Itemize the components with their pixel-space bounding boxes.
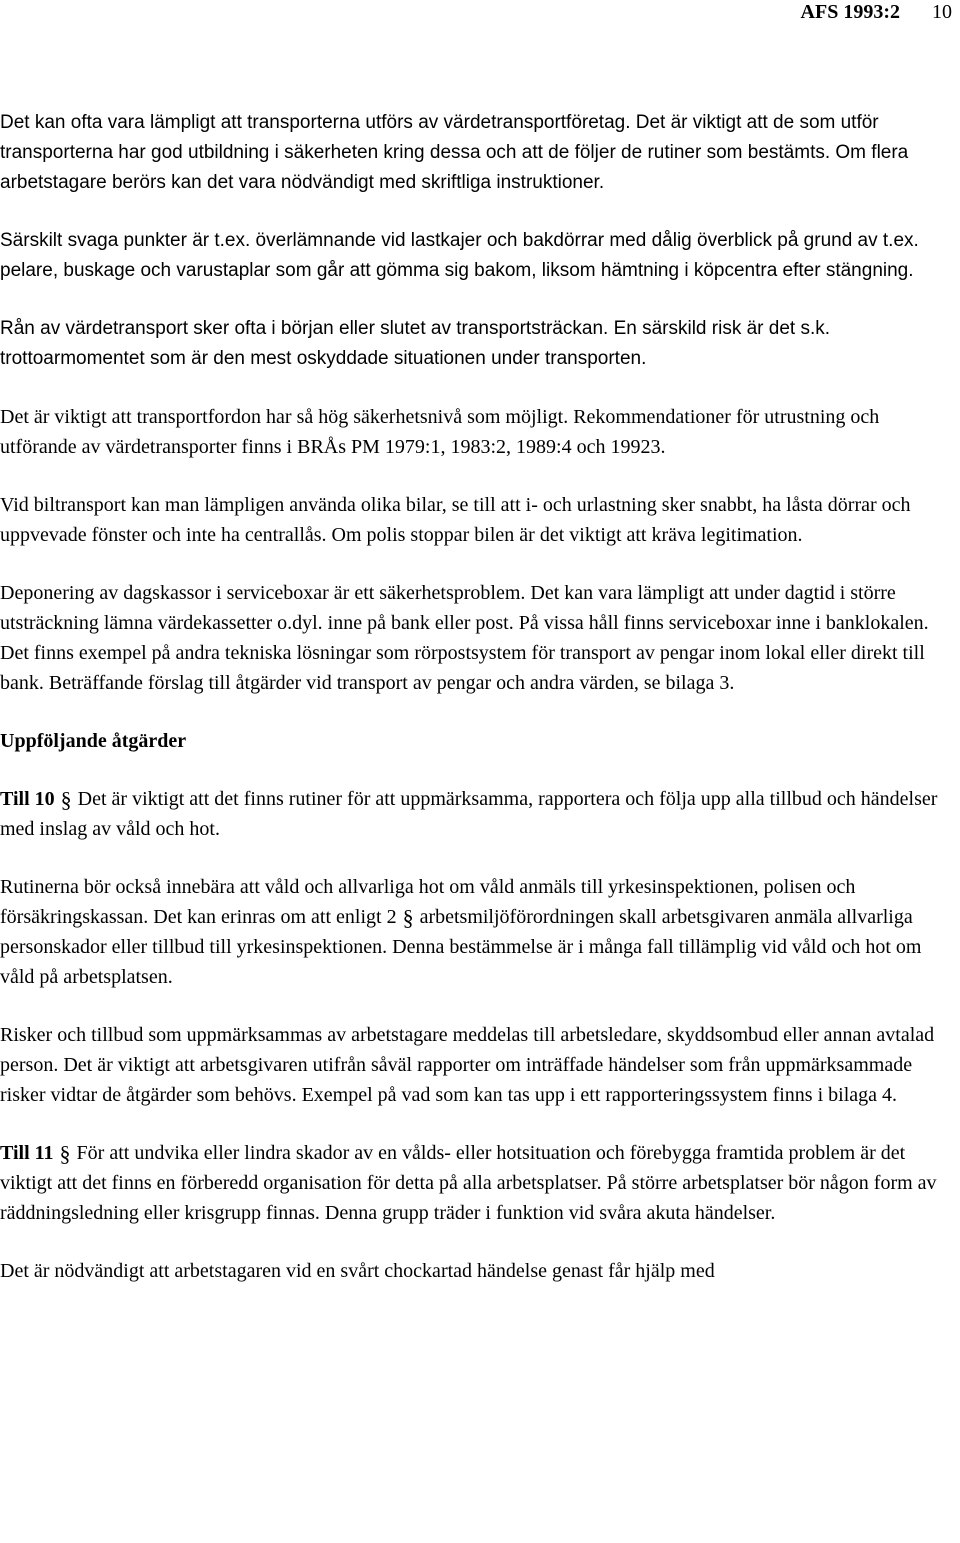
paragraph-reporting-routines	[0, 872, 950, 992]
paragraph-text: Det är viktigt att det finns rutiner för att uppmärksamma, rapportera och följa upp alla tillbud och händelser med inslag av våld och hot.	[0, 788, 938, 840]
section-heading: Uppföljande åtgärder	[0, 730, 187, 752]
page-number: 10	[932, 1, 952, 23]
paragraph-till-11	[0, 1138, 950, 1228]
paragraph-weak-points: Särskilt svaga punkter är t.ex. överlämnande vid lastkajer och bakdörrar med dålig överblick på grund av t.ex. pelare, buskage och varustaplar som går att gömma sig bakom, liksom hämtning i köpcentra efter stängning.	[0, 230, 919, 281]
page-header	[801, 0, 952, 24]
paragraph-sign: §	[60, 787, 72, 812]
document-body	[0, 108, 950, 1314]
section-reference: Till 11	[0, 1142, 54, 1164]
paragraph-transport-companies: Det kan ofta vara lämpligt att transporterna utförs av värdetransportföretag. Det är viktigt att de som utför transporterna har god utbildning i säkerheten kring dessa och att de följer de rutiner som bestämts. Om flera arbetstagare berörs kan det vara nödvändigt med skriftliga instruktioner.	[0, 112, 909, 193]
paragraph-robbery-risk: Rån av värdetransport sker ofta i början eller slutet av transportsträckan. En särskild risk är det s.k. trottoarmomentet som är den mest oskyddade situationen under transporten.	[0, 318, 831, 369]
paragraph-crisis-help: Det är nödvändigt att arbetstagaren vid en svårt chockartad händelse genast får hjälp med	[0, 1260, 715, 1282]
paragraph-car-transport: Vid biltransport kan man lämpligen använda olika bilar, se till att i- och urlastning sker snabbt, ha låsta dörrar och uppvevade fönster och inte ha centrallås. Om polis stoppar bilen är det viktigt att kräva legitimation.	[0, 494, 911, 546]
paragraph-text: För att undvika eller lindra skador av en vålds- eller hotsituation och förebygga framtida problem är det viktigt att det finns en förberedd organisation för detta på alla arbetsplatser. På större arbetsplatser bör någon form av räddningsledning eller krisgrupp finnas. Denna grupp träder i funktion vid svåra akuta händelser.	[0, 1142, 937, 1224]
paragraph-deposit-boxes: Deponering av dagskassor i serviceboxar är ett säkerhetsproblem. Det kan vara lämpligt att under dagtid i större utsträckning lämna värdekassetter o.dyl. inne på bank eller post. På vissa håll finns serviceboxar inne i banklokalen. Det finns exempel på andra tekniska lösningar som rörpostsystem för transport av pengar inom lokal eller direkt till bank. Beträffande förslag till åtgärder vid transport av pengar och andra värden, se bilaga 3.	[0, 582, 929, 694]
paragraph-till-10	[0, 784, 950, 844]
paragraph-vehicle-security: Det är viktigt att transportfordon har så hög säkerhetsnivå som möjligt. Rekommendationer för utrustning och utförande av värdetransporter finns i BRÅs PM 1979:1, 1983:2, 1989:4 och 19923.	[0, 406, 880, 458]
section-reference: Till 10	[0, 788, 55, 810]
paragraph-sign: §	[59, 1141, 71, 1166]
paragraph-text-continued: arbetsmiljöförordningen skall arbetsgivaren anmäla allvarliga personskador eller tillbud till yrkesinspektionen. Denna bestämmelse är i många fall tillämplig vid våld och hot om våld på arbetsplatsen.	[0, 906, 922, 988]
document-id: AFS 1993:2	[800, 1, 900, 23]
paragraph-text: Rutinerna bör också innebära att våld och allvarliga hot om våld anmäls till yrkesinspektionen, polisen och försäkringskassan. Det kan erinras om att enligt 2	[0, 876, 856, 928]
paragraph-sign: §	[402, 905, 414, 930]
paragraph-risks-incidents: Risker och tillbud som uppmärksammas av arbetstagare meddelas till arbetsledare, skyddsombud eller annan avtalad person. Det är viktigt att arbetsgivaren utifrån såväl rapporter om inträffade händelser som från uppmärksammade risker vidtar de åtgärder som behövs. Exempel på vad som kan tas upp i ett rapporteringssystem finns i bilaga 4.	[0, 1024, 935, 1106]
